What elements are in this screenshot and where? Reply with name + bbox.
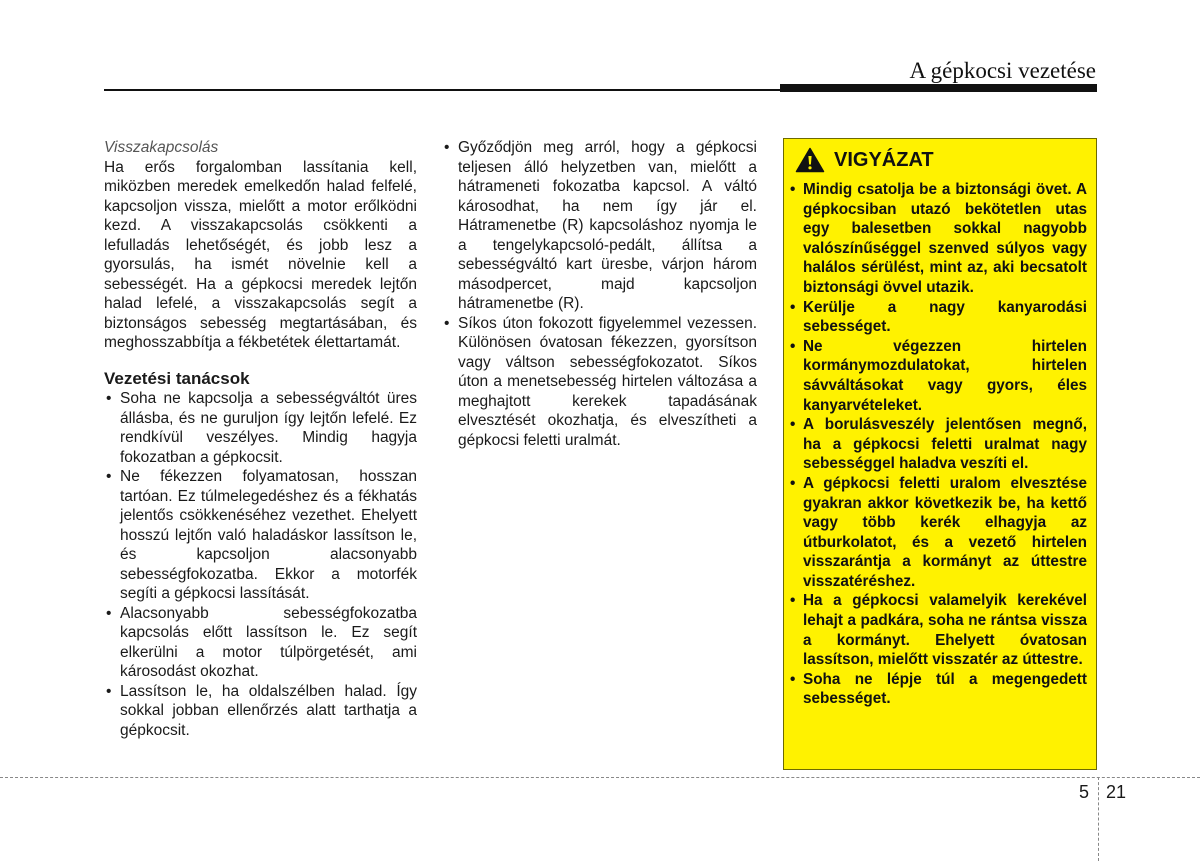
list-item: • Soha ne kapcsolja a sebességváltót üres állásba, és ne guruljon így lejtőn lefelé. Ez rendkívül veszélyes. Mindig hagyja fokozatban a gépkocsit. [104, 389, 417, 467]
caution-header [790, 147, 1087, 173]
header-rule-thin [104, 89, 784, 91]
list-item: • Kerülje a nagy kanyarodási sebességet. [790, 298, 1087, 337]
caution-box [783, 138, 1097, 770]
list-item: • Lassítson le, ha oldalszélben halad. Így sokkal jobban ellenőrzés alatt tarthatja a gépkocsit. [104, 682, 417, 741]
caution-title: VIGYÁZAT [834, 148, 934, 171]
list-item: • Győződjön meg arról, hogy a gépkocsi teljesen álló helyzetben van, mielőtt a hátrameneti fokozatba kapcsol. A váltó károsodhat, ha nem így jár el. Hátramenetbe (R) kapcsoláshoz nyomja le a tengelykapcsoló-pedált, állítsa a sebességváltó kart üresbe, várjon három másodpercet, majd kapcsoljon hátramenetbe (R). [442, 138, 757, 314]
list-item: • Soha ne lépje túl a megengedett sebességet. [790, 670, 1087, 709]
middle-tips-list [442, 138, 757, 450]
middle-column [442, 138, 757, 450]
list-item: • Ha a gépkocsi valamelyik kerekével lehajt a padkára, soha ne rántsa vissza a kormányt. Ehelyett óvatosan lassítson, mielőtt visszatér az úttestre. [790, 591, 1087, 669]
driving-tips-heading: Vezetési tanácsok [104, 368, 250, 388]
left-column [104, 138, 417, 740]
caution-list [790, 180, 1087, 709]
footer-dashed-divider [1098, 777, 1099, 861]
page-number: 21 [1106, 782, 1127, 802]
downshift-subheading: Visszakapcsolás [104, 139, 219, 156]
list-item: • A gépkocsi feletti uralom elvesztése gyakran akkor következik be, ha kettő vagy több kerék elhagyja az útburkolatot, és a vezető hirtelen visszarántja a kormányt az úttestre visszatéréshez. [790, 474, 1087, 592]
list-item: • Ne végezzen hirtelen kormánymozdulatokat, hirtelen sávváltásokat vagy gyors, éles kanyarvételeket. [790, 337, 1087, 415]
list-item: • Ne fékezzen folyamatosan, hosszan tartóan. Ez túlmelegedéshez és a fékhatás jelentős csökkenéséhez vezethet. Ehelyett hosszú lejtőn való haladáskor lassítson le, és kapcsoljon alacsonyabb sebességfokozatba. Ekkor a motorfék segíti a gépkocsi lassítását. [104, 467, 417, 604]
page-header-title: A gépkocsi vezetése [909, 58, 1096, 83]
list-item: • A borulásveszély jelentősen megnő, ha a gépkocsi feletti uralmat nagy sebességgel haladva veszíti el. [790, 415, 1087, 474]
warning-triangle-icon [795, 147, 825, 173]
section-number: 5 [1079, 782, 1090, 802]
list-item: • Alacsonyabb sebességfokozatba kapcsolás előtt lassítson le. Ez segít elkerülni a motor túlpörgetését, ami károsodást okozhat. [104, 604, 417, 682]
downshift-paragraph: Ha erős forgalomban lassítania kell, miközben meredek emelkedőn halad felfelé, kapcsoljon vissza, mielőtt a motor erőlködni kezd. A visszakapcsolás csökkenti a lefulladás lehetőségét, és jobb lesz a gyorsulás, ha ismét növelnie kell a sebességét. Ha a gépkocsi meredek lejtőn halad lefelé, a visszakapcsolás segít a biztonságos sebesség megtartásában, és meghosszabbítja a fékbetétek élettartamát. [104, 158, 417, 351]
header-rule-thick [780, 84, 1097, 92]
driving-tips-list [104, 389, 417, 740]
list-item: • Mindig csatolja be a biztonsági övet. A gépkocsiban utazó bekötetlen utas egy balesetben sokkal nagyobb valószínűséggel szenved súlyos vagy halálos sérülést, mint az, aki becsatolt biztonsági övvel utazik. [790, 180, 1087, 298]
footer-dashed-line [0, 777, 1200, 778]
list-item: • Síkos úton fokozott figyelemmel vezessen. Különösen óvatosan fékezzen, gyorsítson vagy váltson sebességfokozatot. Síkos úton a menetsebesség hirtelen változása a meghajtott kerekek tapadásának elvesztését okozhatja, és elveszítheti a gépkocsi feletti uralmát. [442, 314, 757, 451]
